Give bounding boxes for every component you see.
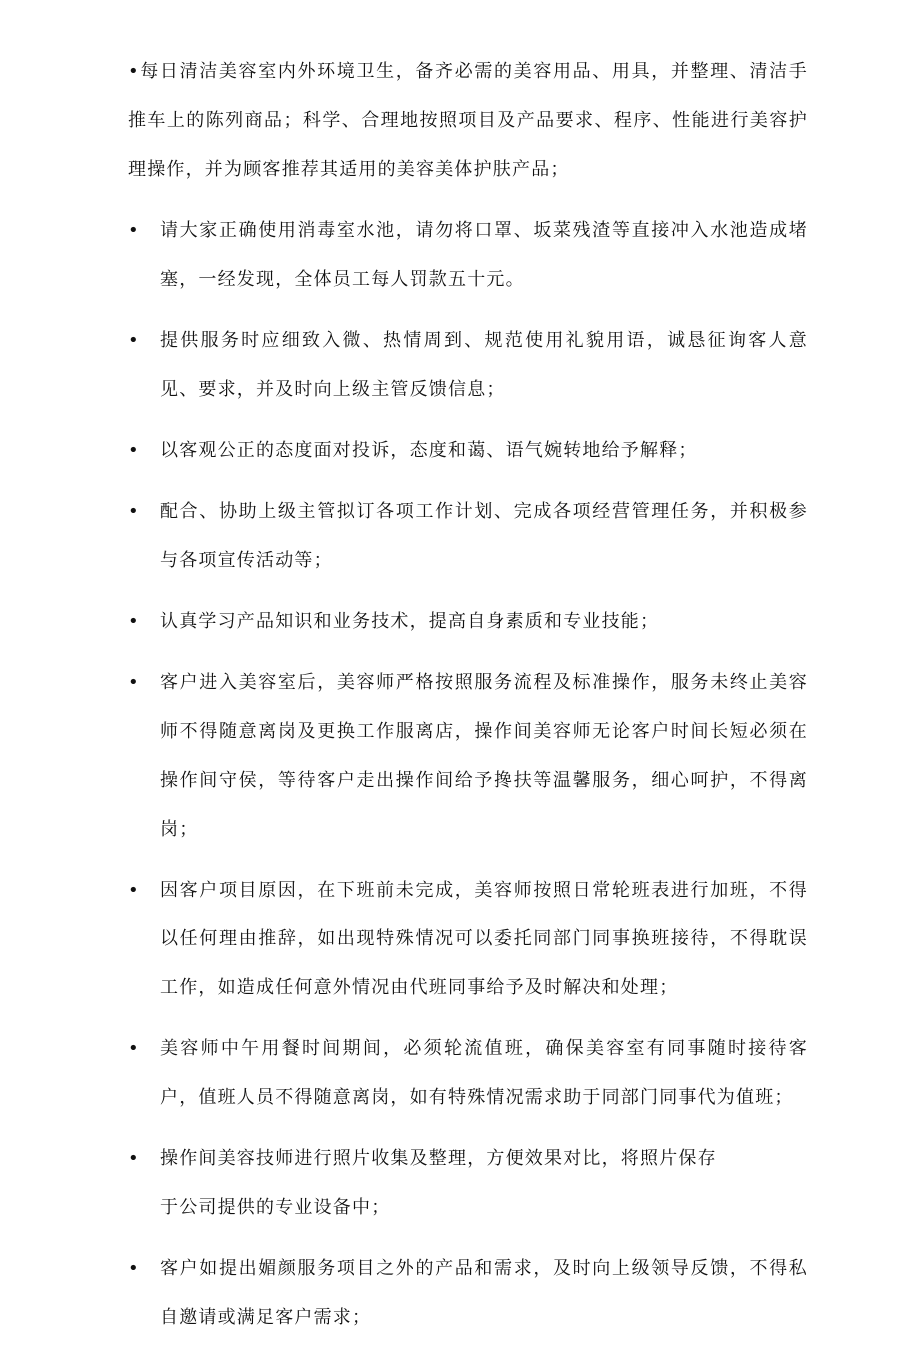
bullet: • bbox=[128, 329, 139, 351]
rule-item-service-flow bbox=[128, 659, 808, 854]
rule-item-lunch-duty bbox=[128, 1025, 808, 1123]
rule-item-sink bbox=[128, 207, 808, 305]
rule-text bbox=[128, 48, 808, 194]
rule-item-photos bbox=[128, 1135, 808, 1233]
bullet: • bbox=[128, 61, 140, 82]
rule-text: 客户如提出媚颜服务项目之外的产品和需求，及时向上级领导反馈，不得私自邀请或满足客户需求； bbox=[160, 1258, 808, 1329]
bullet: • bbox=[128, 1148, 139, 1170]
rule-text-body: 每日清洁美容室内外环境卫生，备齐必需的美容用品、用具，并整理、清洁手推车上的陈列商品；科学、合理地按照项目及产品要求、程序、性能进行美容护理操作，并为顾客推荐其适用的美容美体护肤产品； bbox=[128, 61, 808, 180]
bullet: • bbox=[128, 439, 139, 461]
rule-text: 配合、协助上级主管拟订各项工作计划、完成各项经营管理任务，并积极参与各项宣传活动等； bbox=[160, 500, 808, 571]
rule-text: 因客户项目原因，在下班前未完成，美容师按照日常轮班表进行加班，不得以任何理由推辞，如出现特殊情况可以委托同部门同事换班接待，不得耽误工作，如造成任何意外情况由代班同事给予及时解决和处理； bbox=[160, 879, 808, 999]
bullet: • bbox=[128, 610, 139, 632]
rule-text: 提供服务时应细致入微、热情周到、规范使用礼貌用语，诚恳征询客人意见、要求，并及时向上级主管反馈信息； bbox=[160, 329, 808, 400]
bullet: • bbox=[128, 879, 139, 901]
rule-item-cleaning bbox=[128, 48, 808, 194]
rule-text: 认真学习产品知识和业务技术，提高自身素质和专业技能； bbox=[160, 610, 660, 632]
bullet: • bbox=[128, 1258, 139, 1280]
bullet: • bbox=[128, 672, 139, 694]
rule-item-complaints bbox=[128, 427, 808, 476]
rules-list bbox=[128, 48, 808, 1355]
bullet: • bbox=[128, 500, 139, 522]
rule-text: 请大家正确使用消毒室水池，请勿将口罩、坂菜残渣等直接冲入水池造成堵塞，一经发现，全体员工每人罚款五十元。 bbox=[160, 219, 808, 290]
rule-item-service bbox=[128, 317, 808, 415]
rule-text: 以客观公正的态度面对投诉，态度和蔼、语气婉转地给予解释； bbox=[160, 439, 698, 461]
bullet: • bbox=[128, 1038, 139, 1060]
rule-item-requests bbox=[128, 1245, 808, 1343]
rule-item-learning bbox=[128, 598, 808, 647]
rule-text: 美容师中午用餐时间期间，必须轮流值班，确保美容室有同事随时接待客户，值班人员不得随意离岗，如有特殊情况需求助于同部门同事代为值班； bbox=[160, 1038, 808, 1109]
rule-text: 客户进入美容室后，美容师严格按照服务流程及标准操作，服务未终止美容师不得随意离岗及更换工作服离店，操作间美容师无论客户时间长短必须在操作间守侯，等待客户走出操作间给予搀扶等温馨服务，细心呵护，不得离岗； bbox=[160, 672, 808, 840]
rule-item-cooperation bbox=[128, 488, 808, 586]
rule-item-overtime bbox=[128, 867, 808, 1013]
rule-text-continued: 于公司提供的专业设备中； bbox=[160, 1197, 391, 1219]
bullet: • bbox=[128, 219, 139, 241]
rule-text: 操作间美容技师进行照片收集及整理，方便效果对比，将照片保存 bbox=[160, 1148, 717, 1170]
